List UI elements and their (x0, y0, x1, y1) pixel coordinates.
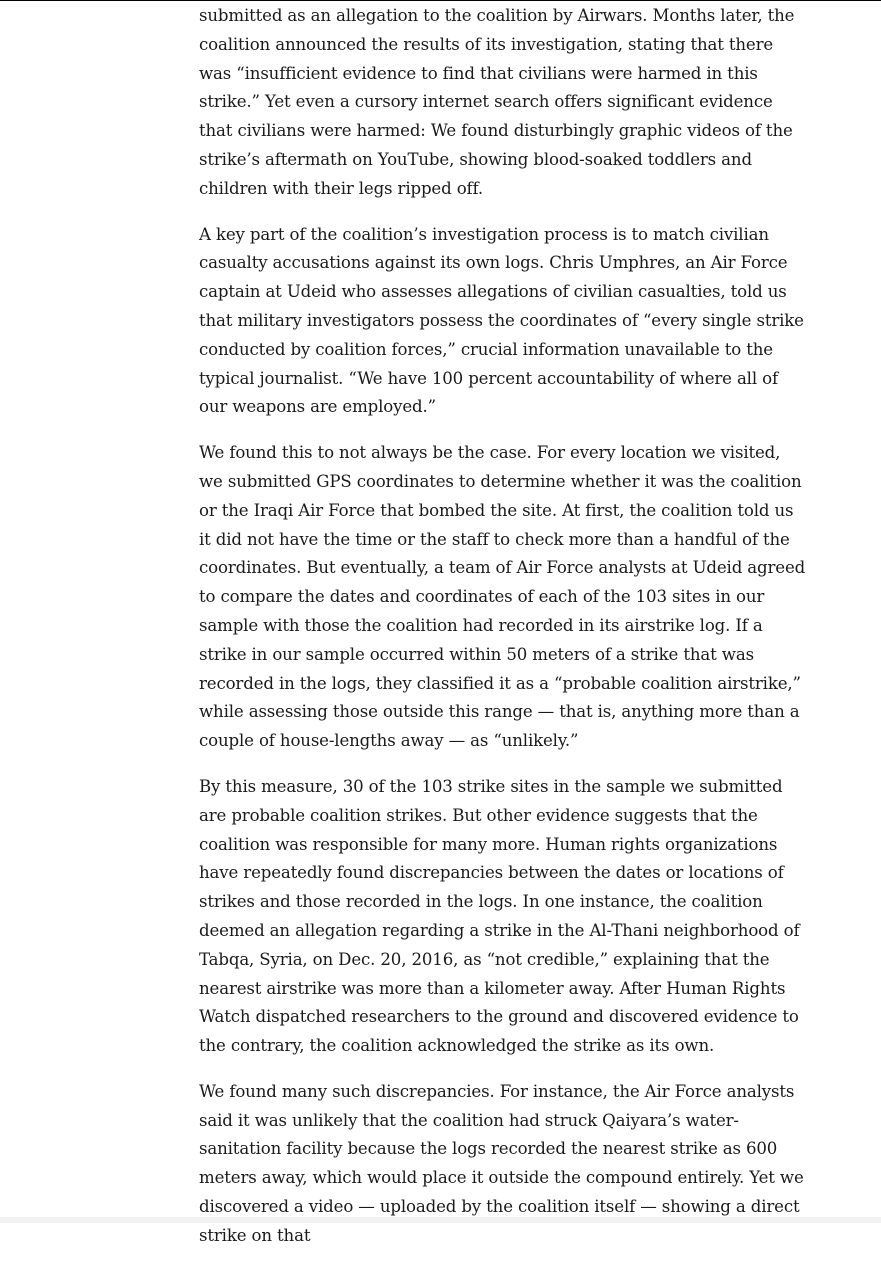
top-divider (0, 0, 881, 1)
article-body (199, 2, 809, 1268)
article-paragraph: We found many such discrepancies. For instance, the Air Force analysts said it was unlikely that the coalition had struck Qaiyara’s water-sanitation facility because the logs recorded the nearest strike as 600 meters away, which would place it outside the compound entirely. Yet we discovered a video — uploaded by the coalition itself — showing a direct strike on that (199, 1081, 804, 1245)
article-paragraph: A key part of the coalition’s investigation process is to match civilian casualty accusations against its own logs. Chris Umphres, an Air Force captain at Udeid who assesses allegations of civilian casualties, told us that military investigators possess the coordinates of “every single strike conducted by coalition forces,” crucial information unavailable to the typical journalist. “We have 100 percent accountability of where all of our weapons are employed.” (199, 224, 804, 417)
bottom-edge (0, 1217, 881, 1223)
article-paragraph: submitted as an allegation to the coalition by Airwars. Months later, the coalition announced the results of its investigation, stating that there was “insufficient evidence to find that civilians were harmed in this strike.” Yet even a cursory internet search offers significant evidence that civilians were harmed: We found disturbingly graphic videos of the strike’s aftermath on YouTube, showing blood-soaked toddlers and children with their legs ripped off. (199, 6, 795, 198)
article-paragraph: By this measure, 30 of the 103 strike sites in the sample we submitted are probable coalition strikes. But other evidence suggests that the coalition was responsible for many more. Human rights organizations have repeatedly found discrepancies between the dates or locations of strikes and those recorded in the logs. In one instance, the coalition deemed an allegation regarding a strike in the Al-Thani neighborhood of Tabqa, Syria, on Dec. 20, 2016, as “not credible,” explaining that the nearest airstrike was more than a kilometer away. After Human Rights Watch dispatched researchers to the ground and discovered evidence to the contrary, the coalition acknowledged the strike as its own. (199, 776, 800, 1056)
article-paragraph: We found this to not always be the case. For every location we visited, we submitted GPS coordinates to determine whether it was the coalition or the Iraqi Air Force that bombed the site. At first, the coalition told us it did not have the time or the staff to check more than a handful of the coordinates. But eventually, a team of Air Force analysts at Udeid agreed to compare the dates and coordinates of each of the 103 sites in our sample with those the coalition had recorded in its airstrike log. If a strike in our sample occurred within 50 meters of a strike that was recorded in the logs, they classified it as a “probable coalition airstrike,” while assessing those outside this range — that is, anything more than a couple of house-lengths away — as “unlikely.” (199, 443, 806, 751)
